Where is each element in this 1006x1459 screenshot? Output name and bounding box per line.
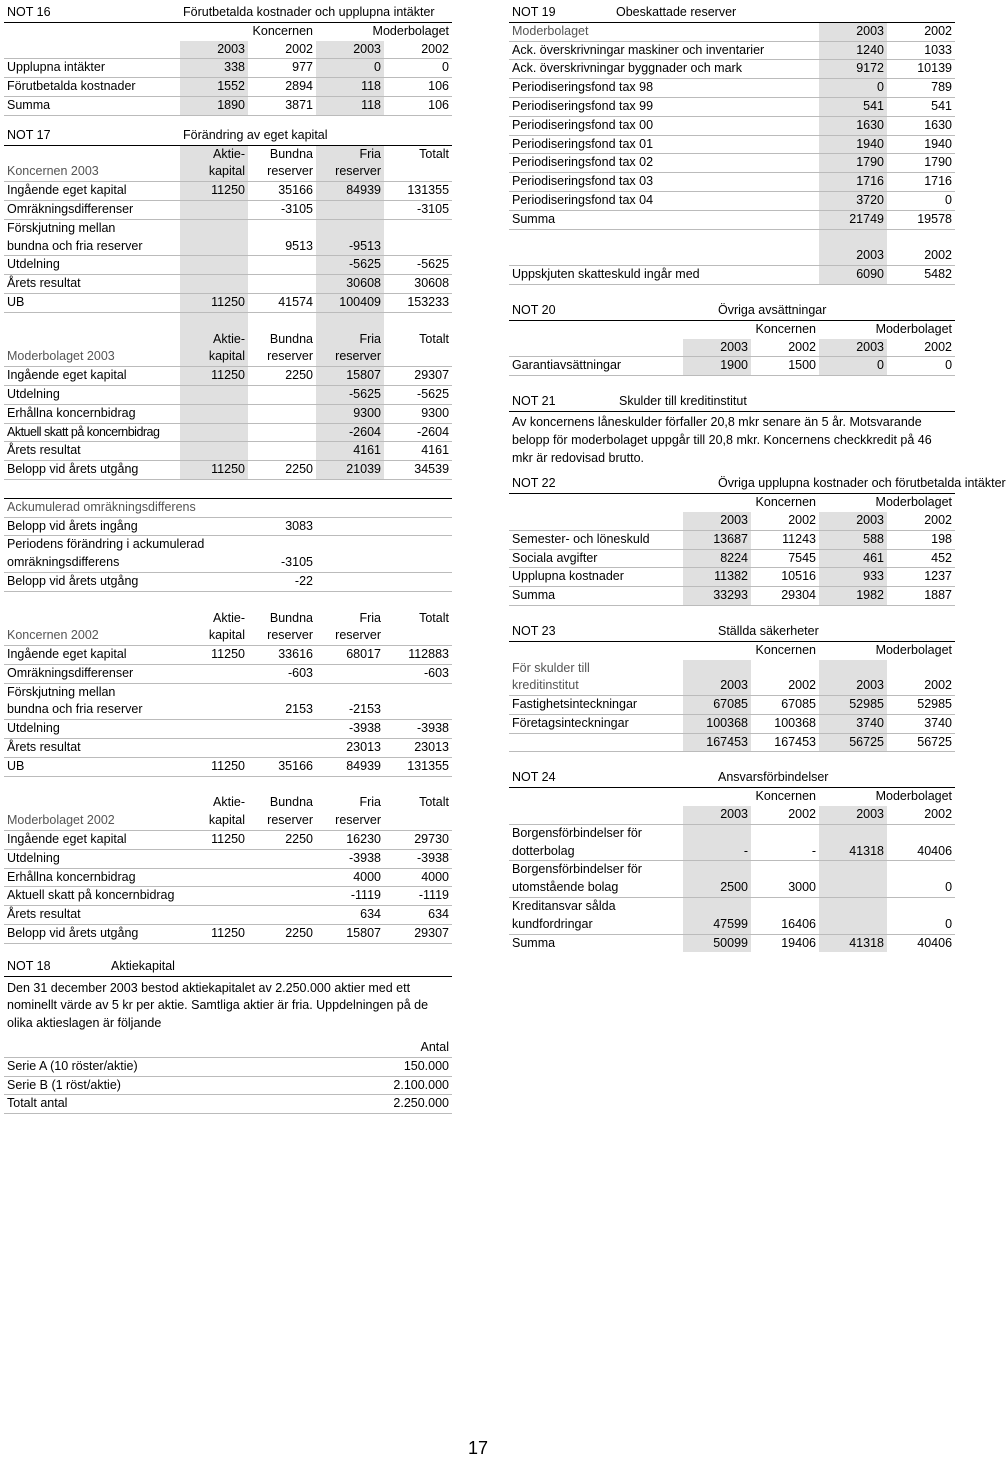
note-17-number: NOT 17 bbox=[4, 127, 180, 145]
table-row: Ingående eget kapital 11250 2250 16230 29730 bbox=[4, 831, 452, 850]
table-row: Summa 50099 19406 41318 40406 bbox=[509, 934, 955, 952]
table-row: Serie A (10 röster/aktie) 150.000 bbox=[4, 1057, 452, 1076]
table-row: Belopp vid årets ingång 3083 bbox=[4, 517, 452, 536]
left-column bbox=[4, 4, 452, 1114]
table-row: Sociala avgifter 8224 7545 461 452 bbox=[509, 549, 955, 568]
note-20-number: NOT 20 bbox=[509, 302, 683, 320]
table-row: Årets resultat 23013 23013 bbox=[4, 739, 452, 758]
table-row: bundna och fria reserver 2153 -2153 bbox=[4, 701, 452, 719]
table-row: UB 11250 41574 100409 153233 bbox=[4, 293, 452, 312]
table-row: Utdelning -3938 -3938 bbox=[4, 849, 452, 868]
table-row: Periodens förändring i ackumulerad bbox=[7, 537, 205, 552]
table-row: Aktuell skatt på koncernbidrag -2604 -2604 bbox=[4, 423, 452, 442]
table-row: Fastighetsinteckningar 67085 67085 52985 52985 bbox=[509, 696, 955, 715]
table-row: UB 11250 35166 84939 131355 bbox=[4, 757, 452, 776]
table-row: Serie B (1 röst/aktie) 2.100.000 bbox=[4, 1076, 452, 1095]
table-row: Företagsinteckningar 100368 100368 3740 3740 bbox=[509, 714, 955, 733]
note-20-title: Övriga avsättningar bbox=[683, 302, 955, 320]
note-20-table: NOT 20 Övriga avsättningar Koncernen Moderbolaget 2003 2002 2003 2002 Garantiavsättningar 1900 1500 0 0 bbox=[509, 302, 955, 376]
section-label: Ackumulerad omräkningsdifferens bbox=[4, 498, 452, 517]
note-21-header bbox=[509, 393, 955, 412]
table-row: Förutbetalda kostnader 1552 2894 118 106 bbox=[4, 78, 452, 97]
note-22-title: Övriga upplupna kostnader och förutbetalda intäkter bbox=[683, 475, 955, 493]
section-label: Moderbolaget 2003 bbox=[4, 348, 180, 366]
table-row: omräkningsdifferens -3105 bbox=[4, 554, 452, 572]
note-16-number: NOT 16 bbox=[4, 4, 180, 22]
year-header: 2003 bbox=[180, 41, 248, 59]
note-18-header bbox=[4, 958, 452, 977]
note-21-title: Skulder till kreditinstitut bbox=[616, 393, 955, 411]
table-row: Garantiavsättningar 1900 1500 0 0 bbox=[509, 357, 955, 376]
table-row: Summa 1890 3871 118 106 bbox=[4, 96, 452, 115]
table-row: Ingående eget kapital 11250 2250 15807 29307 bbox=[4, 367, 452, 386]
table-row: 167453 167453 56725 56725 bbox=[509, 733, 955, 752]
table-row: Summa 21749 19578 bbox=[509, 210, 955, 229]
right-column bbox=[509, 4, 1006, 952]
note-24-number: NOT 24 bbox=[509, 769, 683, 787]
table-row: Aktuell skatt på koncernbidrag -1119 -1119 bbox=[4, 887, 452, 906]
page-number: 17 bbox=[468, 1438, 489, 1458]
table-row: Ack. överskrivningar maskiner och inventarier 1240 1033 bbox=[509, 41, 955, 60]
table-row: Ack. överskrivningar byggnader och mark 9172 10139 bbox=[509, 60, 955, 79]
table-row: Erhållna koncernbidrag 9300 9300 bbox=[4, 404, 452, 423]
table-row: Upplupna intäkter 338 977 0 0 bbox=[4, 59, 452, 78]
section-label: Koncernen 2002 bbox=[4, 627, 180, 645]
note-17-table: NOT 17 Förändring av eget kapital Aktie- Bundna Fria Totalt Koncernen 2003 kapital reserver reserver Ingående eget kapital 11250 35166 84939 131355 Omräkningsdifferenser -3105 -3105 Förskjutning mellan bundna och fria reserver 9513 -9513 Utdelning -5625 -5625 Årets resultat 30608 30608 UB 11250 41574 100409 153233 Aktie- Bundna Fria Totalt Moderbolaget 2003 kapital reserver reserver Ingående eget kapital 11250 2250 15807 29307 Utdelning -5625 -5625 Erhållna koncernbidrag 9300 9300 Aktuell skatt på koncernbidrag -2604 -2604 Årets resultat 4161 4161 Belopp vid årets utgång 11250 2250 21039 34539 bbox=[4, 127, 452, 480]
year-header: 2003 bbox=[316, 41, 384, 59]
table-row: Förskjutning mellan bbox=[7, 684, 116, 699]
table-row: Årets resultat 30608 30608 bbox=[4, 275, 452, 294]
year-header: 2002 bbox=[384, 41, 452, 59]
table-row: Uppskjuten skatteskuld ingår med 6090 5482 bbox=[509, 266, 955, 285]
note-21-text: Av koncernens låneskulder förfaller 20,8 mkr senare än 5 år. Motsvarande belopp för moderbolaget uppgår till 20,8 mkr. Koncernens checkkredit på 46 mkr är redovisad brutto. bbox=[512, 414, 932, 465]
table-row: Periodiseringsfond tax 04 3720 0 bbox=[509, 191, 955, 210]
table-row: Upplupna kostnader 11382 10516 933 1237 bbox=[509, 568, 955, 587]
note-24-table: NOT 24 Ansvarsförbindelser Koncernen Moderbolaget 2003 2002 2003 2002 Borgensförbindelser för dotterbolag - - 41318 40406 Borgensförbindelser för utomstående bolag 2500 3000 0 Kreditansvar sålda kundfordringar 47599 16406 0 Summa 50099 19406 41318 40406 bbox=[509, 769, 955, 952]
table-row: Förskjutning mellan bbox=[4, 219, 452, 237]
table-row: Årets resultat 634 634 bbox=[4, 906, 452, 925]
section-label: Koncernen 2003 bbox=[4, 163, 180, 181]
note-18-table bbox=[4, 1039, 452, 1114]
table-row: Kreditansvar sålda bbox=[509, 898, 955, 916]
group-moderbolaget: Moderbolaget bbox=[372, 23, 449, 38]
table-row: Utdelning -3938 -3938 bbox=[4, 720, 452, 739]
table-row: Periodiseringsfond tax 99 541 541 bbox=[509, 97, 955, 116]
table-row: Borgensförbindelser för bbox=[509, 861, 955, 879]
table-row: Utdelning -5625 -5625 bbox=[4, 385, 452, 404]
note-22-number: NOT 22 bbox=[509, 475, 683, 493]
note-22-table: NOT 22 Övriga upplupna kostnader och förutbetalda intäkter Koncernen Moderbolaget 2003 2002 2003 2002 Semester- och löneskuld 13687 11243 588 198 Sociala avgifter 8224 7545 461 452 Upplupna kostnader 11382 10516 933 1237 Summa 33293 29304 1982 1887 bbox=[509, 475, 955, 606]
note-18-title: Aktiekapital bbox=[108, 958, 452, 976]
note-23-title: Ställda säkerheter bbox=[683, 623, 955, 641]
note-18-number: NOT 18 bbox=[4, 958, 108, 976]
table-row: Periodiseringsfond tax 98 0 789 bbox=[509, 79, 955, 98]
table-row: Utdelning -5625 -5625 bbox=[4, 256, 452, 275]
table-row: Semester- och löneskuld 13687 11243 588 198 bbox=[509, 530, 955, 549]
table-row: Belopp vid årets utgång -22 bbox=[4, 572, 452, 591]
table-row: Periodiseringsfond tax 01 1940 1940 bbox=[509, 135, 955, 154]
section-label: kreditinstitut bbox=[509, 677, 683, 695]
note-17-title: Förändring av eget kapital bbox=[180, 127, 452, 145]
note-19-table: NOT 19 Moderbolaget 2003 2002 Ack. överskrivningar maskiner och inventarier 1240 1033 Ack. överskrivningar byggnader och mark 9172 10139 Periodiseringsfond tax 98 0 789 Periodiseringsfond tax 99 541 541 Periodiseringsfond tax 00 1630 1630 Periodiseringsfond tax 01 1940 1940 Periodiseringsfond tax 02 1790 1790 Periodiseringsfond tax 03 1716 1716 Periodiseringsfond tax 04 3720 0 Summa 21749 19578 2003 2002 Uppskjuten skatteskuld ingår med 6090 5482 bbox=[509, 4, 955, 285]
table-row: Periodiseringsfond tax 02 1790 1790 bbox=[509, 154, 955, 173]
note-24-title: Ansvarsförbindelser bbox=[683, 769, 955, 787]
table-row: Ingående eget kapital 11250 35166 84939 131355 bbox=[4, 182, 452, 201]
table-row: Periodiseringsfond tax 03 1716 1716 bbox=[509, 173, 955, 192]
table-row: Ingående eget kapital 11250 33616 68017 112883 bbox=[4, 646, 452, 665]
group-koncernen: Koncernen bbox=[252, 23, 313, 38]
note-21-number: NOT 21 bbox=[509, 393, 616, 411]
section-label: För skulder till bbox=[512, 660, 590, 675]
table-row: kundfordringar 47599 16406 0 bbox=[509, 916, 955, 934]
note-19-number: NOT 19 bbox=[509, 4, 819, 22]
note-18-text: Den 31 december 2003 bestod aktiekapitalet av 2.250.000 aktier med ett nominellt värde av 5 kr per aktie. Samtliga aktier är fria. Uppdelningen på de olika aktieslagen är följande bbox=[7, 980, 429, 1031]
section-label: Moderbolaget bbox=[509, 22, 819, 41]
table-row: Summa 33293 29304 1982 1887 bbox=[509, 587, 955, 606]
note-16-table bbox=[4, 4, 452, 116]
table-row: Omräkningsdifferenser -603 -603 bbox=[4, 664, 452, 683]
note-23-table: NOT 23 Ställda säkerheter Koncernen Moderbolaget För skulder till kreditinstitut 2003 2002 2003 2002 Fastighetsinteckningar 67085 67085 52985 52985 Företagsinteckningar 100368 100368 3740 3740 167453 167453 56725 56725 bbox=[509, 623, 955, 753]
table-row: Belopp vid årets utgång 11250 2250 15807 29307 bbox=[4, 925, 452, 944]
note-19-title: Obeskattade reserver bbox=[616, 5, 737, 19]
table-row: utomstående bolag 2500 3000 0 bbox=[509, 879, 955, 897]
table-row: Årets resultat 4161 4161 bbox=[4, 442, 452, 461]
table-row: Borgensförbindelser för bbox=[509, 824, 955, 842]
column-header: Antal bbox=[316, 1039, 452, 1057]
note-16-title: Förutbetalda kostnader och upplupna intäkter bbox=[180, 4, 452, 22]
table-row: Totalt antal 2.250.000 bbox=[4, 1095, 452, 1114]
table-row: Erhållna koncernbidrag 4000 4000 bbox=[4, 868, 452, 887]
table-row: Belopp vid årets utgång 11250 2250 21039 34539 bbox=[4, 461, 452, 480]
table-row: bundna och fria reserver 9513 -9513 bbox=[4, 238, 452, 256]
note-23-number: NOT 23 bbox=[509, 623, 683, 641]
year-header: 2002 bbox=[248, 41, 316, 59]
table-row: Omräkningsdifferenser -3105 -3105 bbox=[4, 200, 452, 219]
translation-difference-table bbox=[4, 498, 452, 592]
table-row: Periodiseringsfond tax 00 1630 1630 bbox=[509, 116, 955, 135]
note-17-2002-table: Aktie- Bundna Fria Totalt Koncernen 2002 kapital reserver reserver Ingående eget kapital 11250 33616 68017 112883 Omräkningsdifferenser -603 -603 Förskjutning mellan bundna och fria reserver 2153 -2153 Utdelning -3938 -3938 Årets resultat 23013 23013 UB 11250 35166 84939 131355 Aktie- Bundna Fria Totalt Moderbolaget 2002 kapital reserver reserver Ingående eget kapital 11250 2250 16230 29730 Utdelning -3938 -3938 Erhållna koncernbidrag 4000 4000 Aktuell skatt på koncernbidrag -1119 -1119 Årets resultat 634 634 Belopp vid årets utgång 11250 2250 15807 29307 bbox=[4, 610, 452, 944]
section-label: Moderbolaget 2002 bbox=[4, 812, 180, 830]
table-row: dotterbolag - - 41318 40406 bbox=[509, 843, 955, 861]
